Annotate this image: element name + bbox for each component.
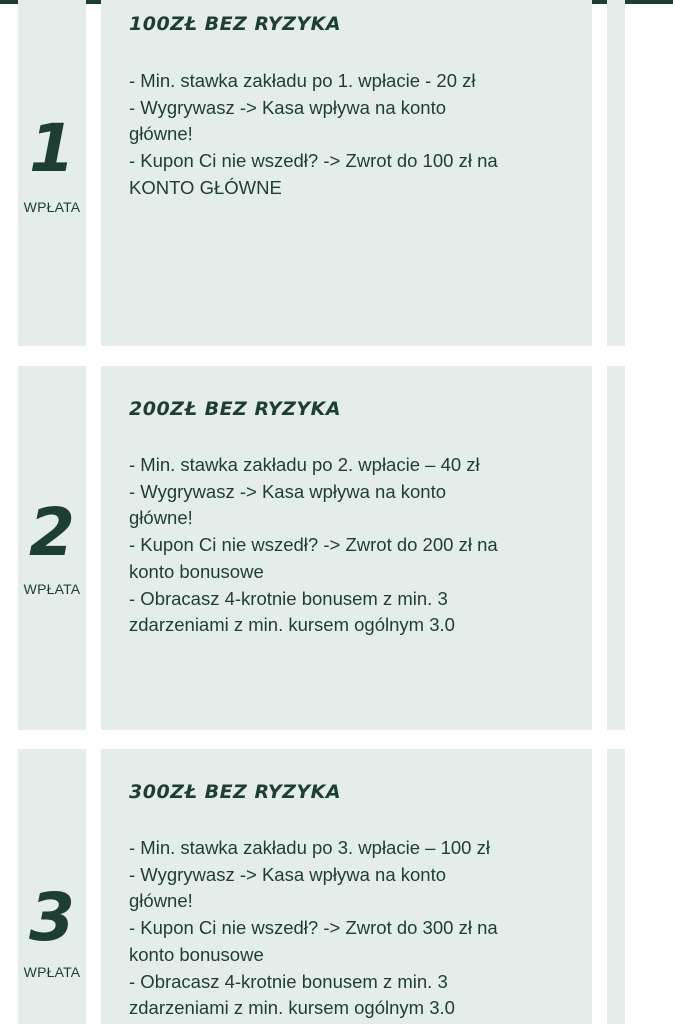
terms-line: - Wygrywasz -> Kasa wpływa na konto <box>129 480 447 502</box>
terms-line: - Wygrywasz -> Kasa wpływa na konto <box>129 863 447 885</box>
terms-line: - Obracasz 4-krotnie bonusem z min. 3 <box>129 970 448 992</box>
terms-line: główne! <box>129 123 193 145</box>
terms-line: zdarzeniami z min. kursem ogólnym 3.0 <box>129 997 455 1019</box>
terms-line: główne! <box>129 890 193 912</box>
deposit-label: WPŁATA <box>23 581 81 597</box>
deposit-number: 1 <box>29 110 75 187</box>
deposit-side-strip <box>607 749 625 1024</box>
deposit-number: 3 <box>29 879 75 956</box>
terms-line: - Kupon Ci nie wszedł? -> Zwrot do 300 zł na <box>129 917 498 939</box>
deposit-terms-list <box>129 68 589 202</box>
deposit-label: WPŁATA <box>23 199 81 215</box>
terms-line: główne! <box>129 507 193 529</box>
terms-line: - Wygrywasz -> Kasa wpływa na konto <box>129 96 447 118</box>
deposit-number: 2 <box>29 494 75 571</box>
terms-line: konto bonusowe <box>129 943 264 965</box>
deposit-title: 100ZŁ BEZ RYZYKA <box>129 13 342 35</box>
terms-line: - Kupon Ci nie wszedł? -> Zwrot do 200 zł na <box>129 534 498 556</box>
terms-line: - Obracasz 4-krotnie bonusem z min. 3 <box>129 587 448 609</box>
deposit-side-strip <box>607 366 625 730</box>
terms-line: - Kupon Ci nie wszedł? -> Zwrot do 100 zł na <box>129 150 498 172</box>
deposit-side-strip <box>607 0 625 346</box>
terms-line: - Min. stawka zakładu po 2. wpłacie – 40 zł <box>129 454 480 475</box>
deposit-title: 300ZŁ BEZ RYZYKA <box>129 781 342 803</box>
terms-line: konto bonusowe <box>129 560 264 582</box>
deposit-label: WPŁATA <box>23 964 81 980</box>
deposit-title: 200ZŁ BEZ RYZYKA <box>129 398 342 420</box>
deposit-terms-list <box>129 452 589 639</box>
terms-line: - Min. stawka zakładu po 1. wpłacie - 20 zł <box>129 70 476 91</box>
terms-line: - Min. stawka zakładu po 3. wpłacie – 100 zł <box>129 837 490 858</box>
deposit-terms-list <box>129 835 589 1022</box>
terms-line: zdarzeniami z min. kursem ogólnym 3.0 <box>129 614 455 636</box>
terms-line: KONTO GŁÓWNE <box>129 176 282 198</box>
